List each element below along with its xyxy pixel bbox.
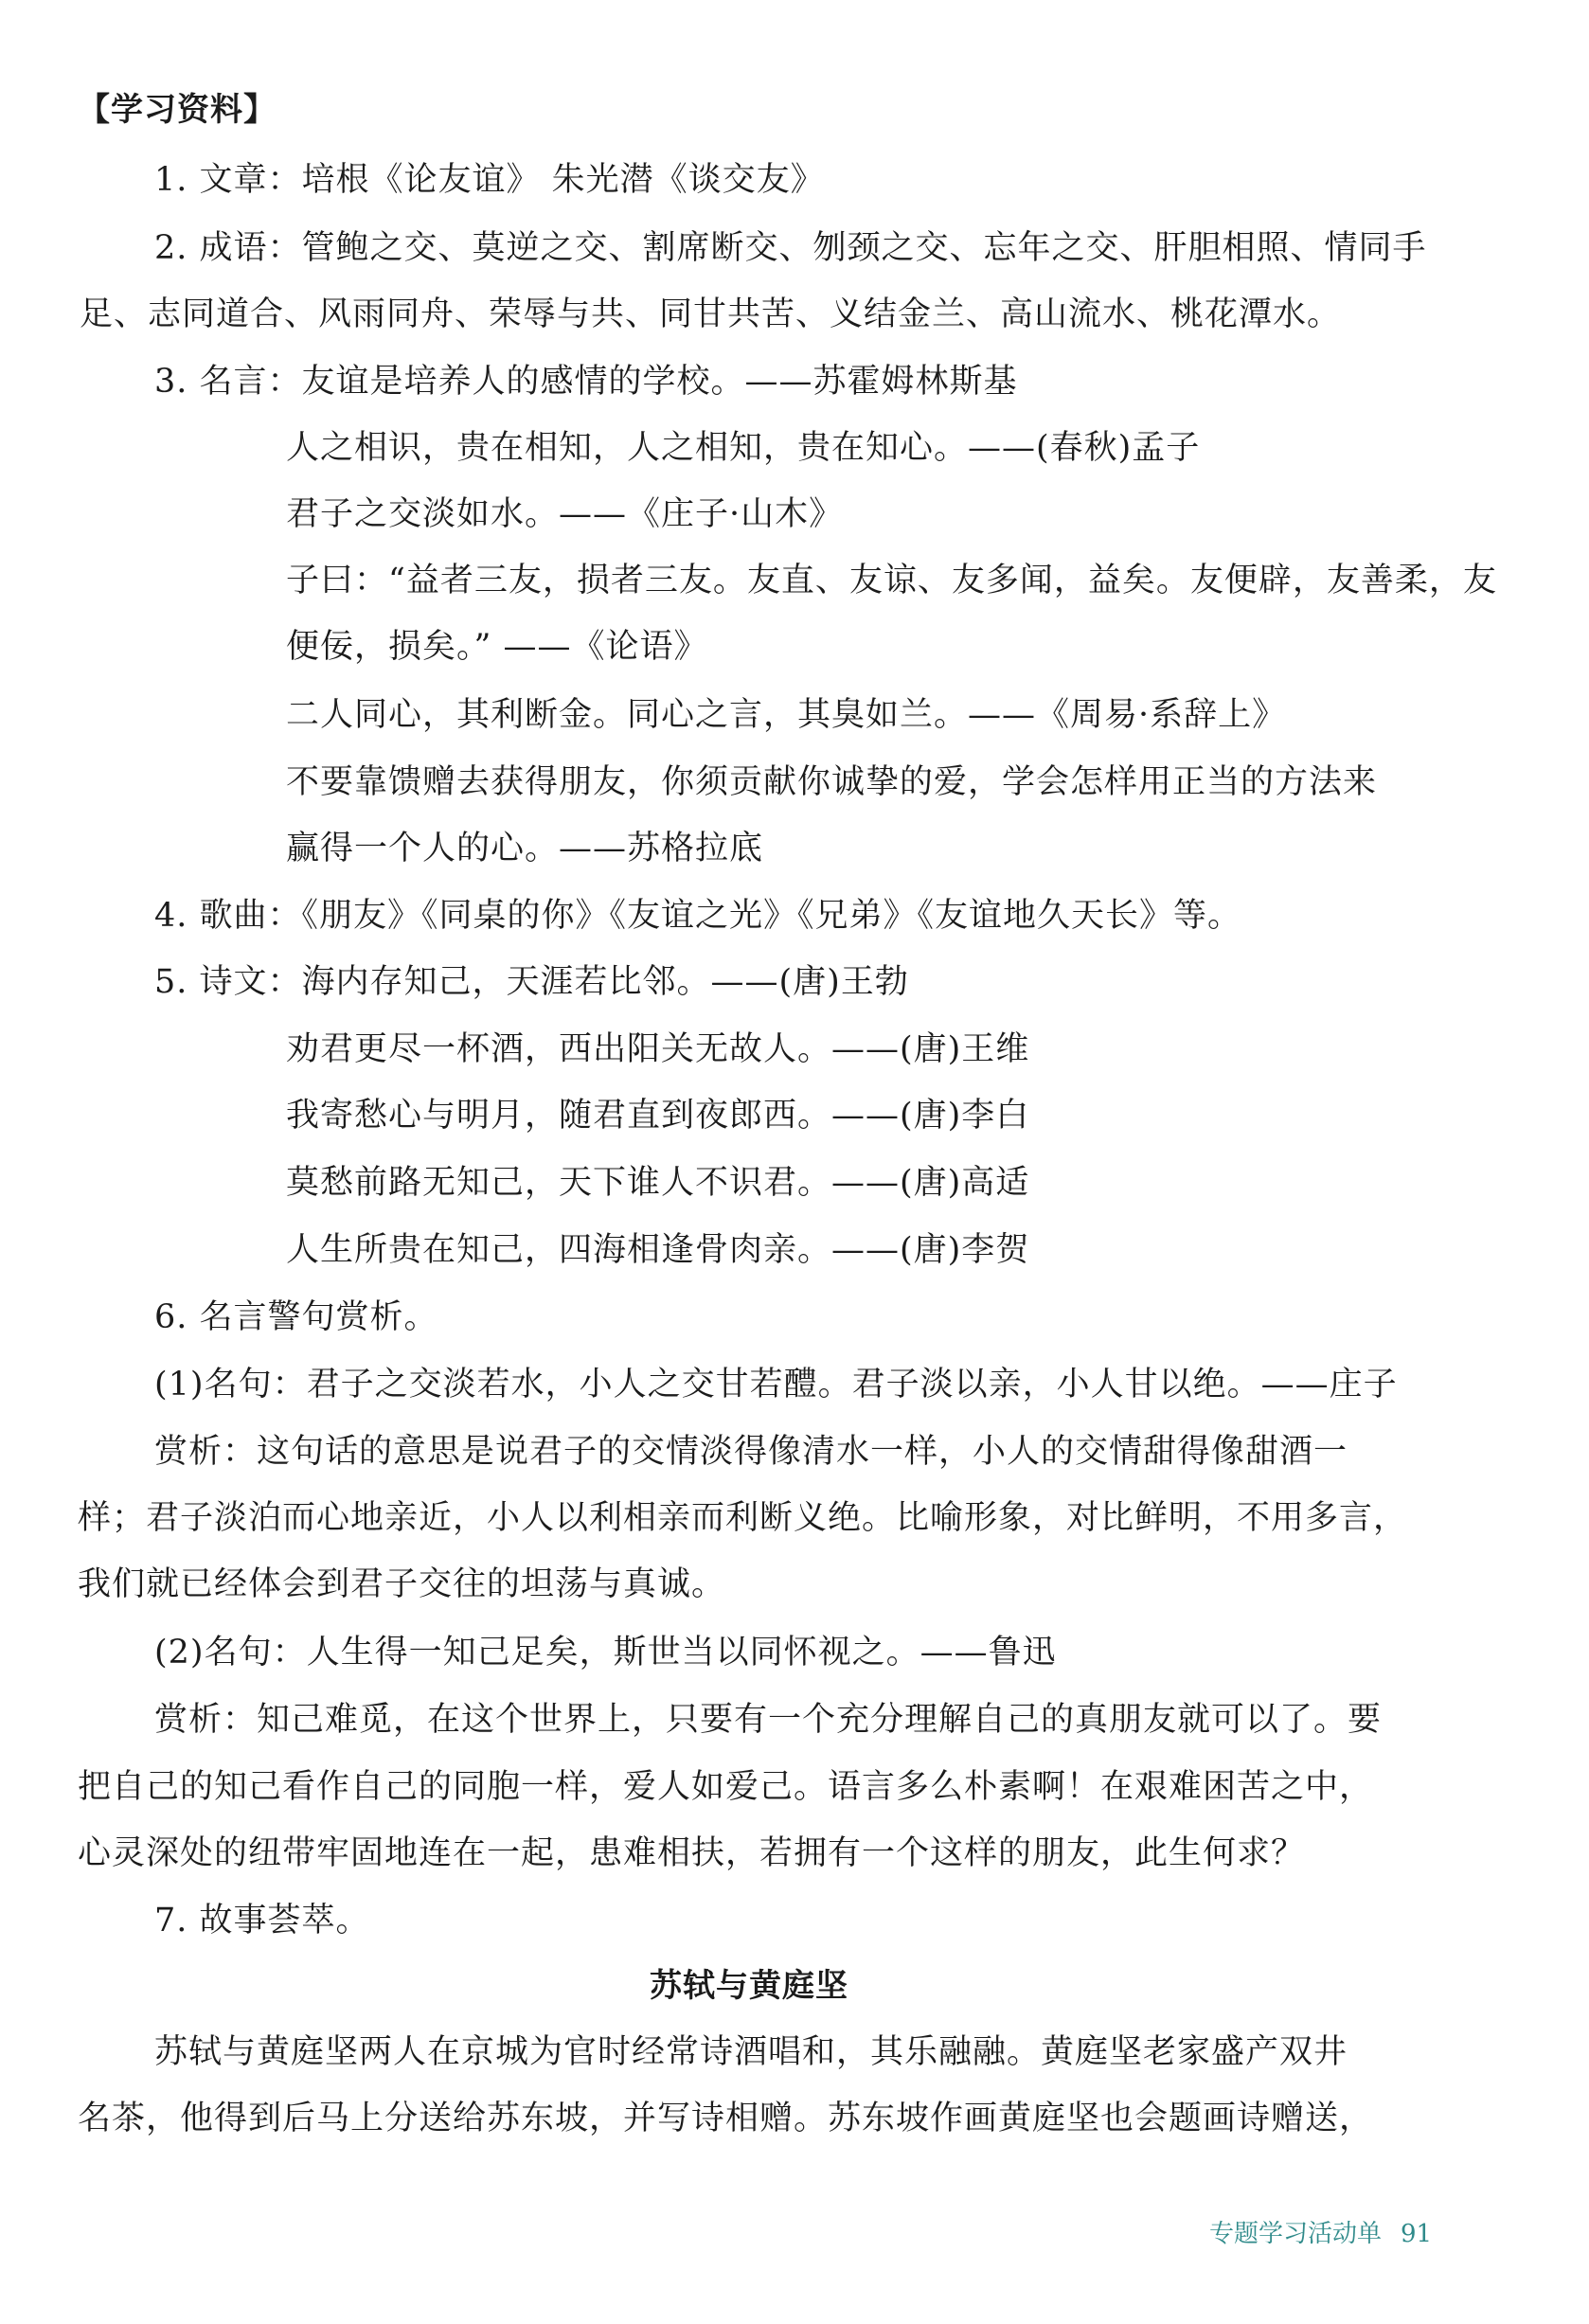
story-paragraph-line-2: 名茶，他得到后马上分送给苏东坡，并写诗相赠。苏东坡作画黄庭坚也会题画诗赠送， bbox=[78, 2100, 1374, 2137]
poem-3: 我寄愁心与明月，随君直到夜郎西。——(唐)李白 bbox=[286, 1097, 1030, 1135]
idioms-line-1: 2. 成语：管鲍之交、莫逆之交、割席断交、刎颈之交、忘年之交、肝胆相照、情同手 bbox=[154, 229, 1427, 267]
poem-1: 5. 诗文：海内存知己，天涯若比邻。——(唐)王勃 bbox=[154, 963, 909, 1001]
poem-2: 劝君更尽一杯酒，西出阳关无故人。——(唐)王维 bbox=[286, 1030, 1030, 1068]
stories-heading: 7. 故事荟萃。 bbox=[154, 1902, 370, 1940]
footer-label: 专题学习活动单 bbox=[1209, 2220, 1383, 2248]
articles-item: 1. 文章：培根《论友谊》 朱光潜《谈交友》 bbox=[154, 161, 825, 199]
poem-5: 人生所贵在知己，四海相逢骨肉亲。——(唐)李贺 bbox=[286, 1231, 1030, 1269]
sentence-2: (2)名句：人生得一知己足矣，斯世当以同怀视之。——鲁迅 bbox=[154, 1634, 1057, 1671]
quote-3: 君子之交淡如水。——《庄子·山木》 bbox=[286, 495, 844, 533]
sentence-1: (1)名句：君子之交淡若水，小人之交甘若醴。君子淡以亲，小人甘以绝。——庄子 bbox=[154, 1366, 1398, 1403]
story-title: 苏轼与黄庭坚 bbox=[650, 1967, 848, 2005]
page-footer bbox=[1209, 2214, 1432, 2249]
quote-1: 3. 名言：友谊是培养人的感情的学校。——苏霍姆林斯基 bbox=[154, 363, 1018, 401]
analysis-2-line-1: 赏析：知己难觅，在这个世界上，只要有一个充分理解自己的真朋友就可以了。要 bbox=[154, 1701, 1383, 1739]
quote-6-line-2: 赢得一个人的心。——苏格拉底 bbox=[286, 830, 764, 867]
quote-4-line-2: 便佞，损矣。” ——《论语》 bbox=[286, 628, 708, 666]
songs-item: 4. 歌曲：《朋友》《同桌的你》《友谊之光》《兄弟》《友谊地久天长》等。 bbox=[154, 897, 1242, 935]
analysis-2-line-3: 心灵深处的纽带牢固地连在一起，患难相扶，若拥有一个这样的朋友，此生何求？ bbox=[78, 1834, 1306, 1872]
poem-4: 莫愁前路无知己，天下谁人不识君。——(唐)高适 bbox=[286, 1164, 1030, 1202]
page-number: 91 bbox=[1401, 2220, 1433, 2248]
story-paragraph-line-1: 苏轼与黄庭坚两人在京城为官时经常诗酒唱和，其乐融融。黄庭坚老家盛产双井 bbox=[154, 2033, 1348, 2071]
quote-4-line-1: 子曰：“益者三友，损者三友。友直、友谅、友多闻，益矣。友便辟，友善柔，友 bbox=[286, 562, 1497, 599]
analysis-1-line-3: 我们就已经体会到君子交往的坦荡与真诚。 bbox=[78, 1565, 726, 1603]
quote-6-line-1: 不要靠馈赠去获得朋友，你须贡献你诚挚的爱，学会怎样用正当的方法来 bbox=[286, 763, 1378, 801]
analysis-2-line-2: 把自己的知己看作自己的同胞一样，爱人如爱己。语言多么朴素啊！在艰难困苦之中， bbox=[78, 1768, 1374, 1806]
analysis-1-line-2: 样；君子淡泊而心地亲近，小人以利相亲而利断义绝。比喻形象，对比鲜明，不用多言， bbox=[78, 1499, 1408, 1537]
idioms-line-2: 足、志同道合、风雨同舟、荣辱与共、同甘共苦、义结金兰、高山流水、桃花潭水。 bbox=[80, 295, 1342, 333]
quote-2: 人之相识，贵在相知，人之相知，贵在知心。——(春秋)孟子 bbox=[286, 429, 1201, 467]
section-heading: 【学习资料】 bbox=[78, 91, 277, 129]
appreciation-heading: 6. 名言警句赏析。 bbox=[154, 1298, 438, 1336]
analysis-1-line-1: 赏析：这句话的意思是说君子的交情淡得像清水一样，小人的交情甜得像甜酒一 bbox=[154, 1433, 1348, 1471]
quote-5: 二人同心，其利断金。同心之言，其臭如兰。——《周易·系辞上》 bbox=[286, 696, 1287, 734]
